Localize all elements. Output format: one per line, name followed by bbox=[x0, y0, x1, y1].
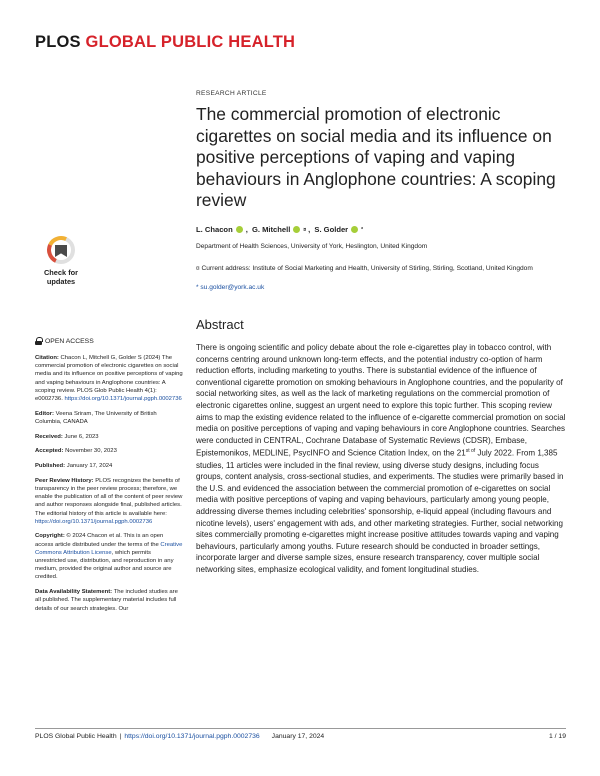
footer-doi-link[interactable]: https://doi.org/10.1371/journal.pgph.0002736 bbox=[124, 733, 260, 740]
open-access-label: OPEN ACCESS bbox=[35, 337, 94, 345]
article-type: RESEARCH ARTICLE bbox=[196, 90, 267, 97]
author-mark: * bbox=[361, 226, 364, 233]
abstract-heading: Abstract bbox=[196, 317, 244, 332]
copyright: Copyright: © 2024 Chacon et al. This is an open access article distributed under the terms of the Creative Commons Attribution License, which permits unrestricted use, distribution, and reproduction in any medium, provided the original author and source are credited. bbox=[35, 533, 183, 581]
author-name[interactable]: S. Golder bbox=[314, 225, 349, 234]
citation-doi-link[interactable]: https://doi.org/10.1371/journal.pgph.0002736 bbox=[64, 396, 182, 403]
affiliation: Department of Health Sciences, University of York, Heslington, United Kingdom bbox=[196, 243, 428, 250]
article-info-sidebar bbox=[35, 354, 183, 619]
footer-date: January 17, 2024 bbox=[271, 733, 325, 740]
received-date: Received: June 6, 2023 bbox=[35, 433, 99, 440]
abstract-body: There is ongoing scientific and policy debate about the role e-cigarettes play in tobacco control, with concerns centring around unknown long-term effects, and the potential industry co-option of harm reduction efforts, including marketing to youths. There is substantial evidence of the influence of conventional cigarette promotion on smoking behaviours in Anglophone countries, and the popularity of social networking sites, as well as the lack of marketing regulations on the commercial promotion of electronic cigarettes online, suggest an urgent need to explore this topic further. This scoping review aims to map the existing evidence related to the influence of e-cigarette commercial promotion on social media on positive perceptions of vaping and vaping behaviours in core Anglophone countries. Searches were conducted in CENTRAL, Cochrane Database of Systematic Reviews (CDSR), Embase, Epistemonikos, MEDLINE, PsycINFO and Science Citation Index, on the $21^{st of}$ July 2022. From 1,385 studies, 11 articles were included in the final review, using diverse study designs, including focus groups, content analysis, cross-sectional studies, and experiments. The studies were primarily based in the U.S. and evidenced the association between the commercial promotion of e-cigarettes on social media with positive perceptions of vaping and vaping behaviours, particularly among young people, addressing diverse themes including celebrities' sponsorship, e-liquid appeal (including flavours and nicotine levels), users' engagement with ads, and other marketing strategies. Further, social networking sites commercially promoting e-cigarettes might increase positive attitudes towards vaping and vaping behaviours, particularly among youths. Future research should be conducted in broader settings, incorporate larger and diverse sample sizes, ensure research transparency, cover multiple social networking sites, emphasize ecological validity, and foment longitudinal studies. bbox=[196, 343, 566, 574]
orcid-icon[interactable] bbox=[293, 226, 300, 233]
peer-review-link[interactable]: https://doi.org/10.1371/journal.pgph.0002736 bbox=[35, 518, 153, 525]
article-title: The commercial promotion of electronic cigarettes on social media and its influence on positive perceptions of vaping and vaping behaviours in Anglophone countries: A scoping review bbox=[196, 104, 556, 211]
author-name[interactable]: L. Chacon bbox=[196, 225, 233, 234]
check-for-updates-badge[interactable] bbox=[34, 236, 88, 292]
data-availability: Data Availability Statement: The included studies are all published. The supplementary material includes full details of our search strategies. Our bbox=[35, 589, 178, 612]
peer-review-history: Peer Review History: PLOS recognizes the benefits of transparency in the peer review process; therefore, we enable the publication of all of the content of peer review and author responses alongside final, published articles. The editorial history of this article is available here: https://doi.org/10.1371/journal.pgph.0002736 bbox=[35, 477, 183, 525]
badge-label: Check for updates bbox=[43, 268, 79, 286]
journal-name: GLOBAL PUBLIC HEALTH bbox=[85, 33, 296, 51]
page-footer bbox=[35, 733, 566, 740]
editor: Editor: Veena Sriram, The University of British Columbia, CANADA bbox=[35, 410, 157, 425]
current-address: ¤ Current address: Institute of Social Marketing and Health, University of Stirling, Stirling, Scotland, United Kingdom bbox=[196, 265, 533, 272]
published-date: Published: January 17, 2024 bbox=[35, 463, 113, 470]
license-link[interactable]: Creative Commons Attribution License bbox=[35, 541, 183, 556]
citation: Citation: Chacon L, Mitchell G, Golder S (2024) The commercial promotion of electronic cigarettes on social media and its influence on positive perceptions of vaping and vaping behaviours in Anglophone countries: A scoping review. PLOS Glob Public Health 4(1): e0002736. https://doi.org/10.1371/journal.pgph.0002736 bbox=[35, 355, 183, 403]
author-list: L. Chacon , G. Mitchell ¤ , S. Golder * bbox=[196, 225, 364, 234]
accepted-date: Accepted: November 30, 2023 bbox=[35, 448, 117, 455]
corresponding-email[interactable]: * su.golder@york.ac.uk bbox=[196, 284, 265, 291]
journal-header bbox=[35, 33, 295, 52]
page-number: 1 / 19 bbox=[548, 733, 566, 740]
orcid-icon[interactable] bbox=[236, 226, 243, 233]
footer-divider bbox=[35, 728, 566, 729]
footer-journal: PLOS Global Public Health bbox=[35, 733, 117, 740]
author-mark: ¤ bbox=[303, 226, 307, 233]
orcid-icon[interactable] bbox=[351, 226, 358, 233]
footer-separator: | bbox=[119, 733, 122, 740]
open-lock-icon bbox=[35, 337, 42, 345]
journal-prefix: PLOS bbox=[35, 33, 81, 51]
author-name[interactable]: G. Mitchell bbox=[251, 225, 291, 234]
